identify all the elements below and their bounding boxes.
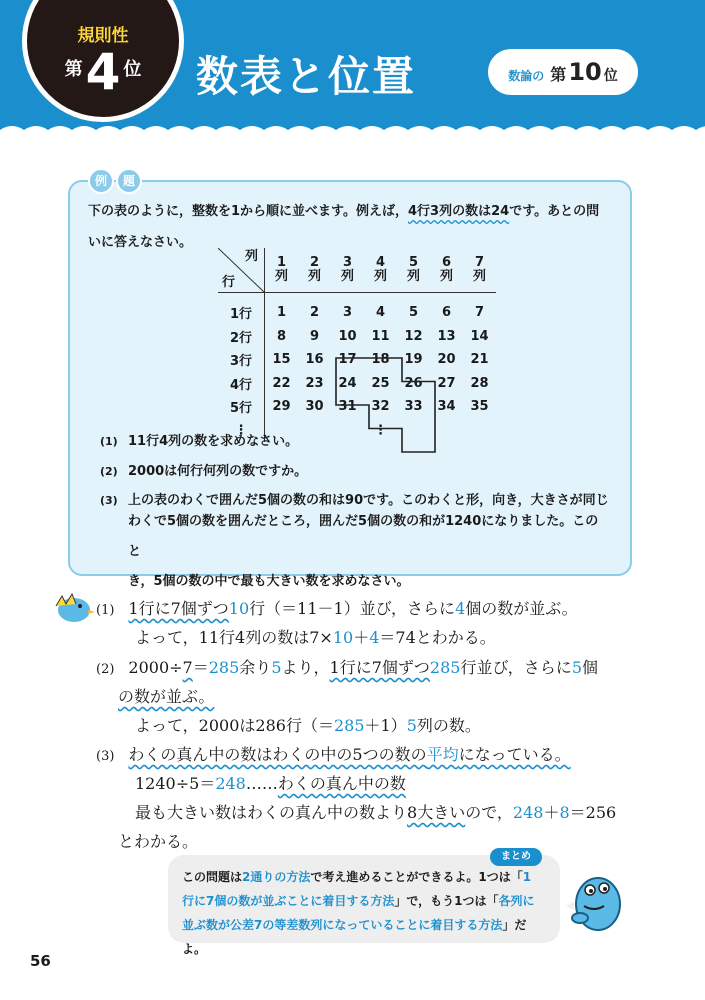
answer-text: になっている。 — [458, 745, 571, 764]
answer-value: 285 — [429, 658, 461, 677]
table-cell: 5 — [408, 305, 419, 321]
answer-text: 個の数が並ぶ。 — [465, 599, 578, 618]
table-cell: 11 — [371, 328, 390, 344]
col-header: 6 列 — [430, 248, 463, 293]
answer-text: とわかる。 — [118, 832, 199, 851]
answer-text: ＝ — [192, 658, 209, 677]
table-cell: 15 — [272, 352, 291, 368]
row-label: 3行 — [218, 348, 265, 372]
example-box — [68, 174, 632, 589]
answer-text: より， — [281, 658, 330, 677]
rank-label — [27, 43, 179, 101]
answer-number: (3) — [96, 749, 115, 764]
answer-text: の数が並ぶ。 — [118, 687, 215, 706]
answer-text: よって，2000は286行（＝ — [135, 716, 334, 735]
table-cell-ellipsis: ⋮ — [374, 422, 387, 438]
table-cell: 4 — [375, 305, 386, 321]
answer-3-line-2 — [135, 771, 406, 794]
pill-number: 10 — [568, 58, 602, 86]
answer-3-line-1 — [96, 742, 571, 765]
table-cell: 32 — [371, 399, 390, 415]
page-number: 56 — [30, 952, 51, 970]
bird-mascot-icon — [48, 586, 96, 626]
col-header: 1 列 — [265, 248, 299, 293]
summary-text: 」だよ。 — [182, 918, 527, 956]
answer-1-line-1 — [96, 596, 578, 619]
table-row — [218, 325, 496, 349]
answer-value: 7 — [309, 628, 320, 647]
table-cell: 31 — [338, 399, 357, 415]
row-label: 5行 — [218, 395, 265, 419]
table-cell: 7 — [474, 305, 485, 321]
answer-number: (1) — [96, 603, 115, 618]
answer-text: 8大きい — [407, 803, 466, 822]
example-tag-char: 題 — [116, 168, 142, 194]
answer-2-line-1 — [96, 655, 598, 678]
answer-value: 5 — [271, 658, 282, 677]
question-3 — [100, 489, 609, 508]
question-number: (2) — [100, 465, 118, 478]
answer-value: 5 — [406, 716, 417, 735]
table-cell: 3 — [342, 305, 353, 321]
rank-number: 4 — [85, 43, 121, 101]
table-cell: 9 — [309, 328, 320, 344]
col-header: 5 列 — [397, 248, 430, 293]
summary-emphasis: 行に7個の数が並ぶことに着目する方法 — [182, 894, 395, 908]
question-2 — [100, 460, 307, 479]
header-wave — [0, 122, 705, 136]
domain-rank-pill — [488, 49, 638, 95]
answer-value: 8 — [559, 803, 570, 822]
answer-text: 1行に7個ずつ — [128, 599, 229, 618]
answer-text: 個 — [582, 658, 599, 677]
row-label-ellipsis: ⋮ — [218, 419, 265, 443]
answer-value: 248 — [512, 803, 544, 822]
creature-mascot-icon — [560, 866, 624, 936]
answer-text: わくの真ん中の数はわくの中の5つの数の — [128, 745, 427, 764]
table-cell: 16 — [305, 352, 324, 368]
table-cell: 28 — [470, 375, 489, 391]
answer-text: ＝256 — [569, 803, 617, 822]
question-number: (1) — [100, 435, 118, 448]
answer-value: 4 — [369, 628, 380, 647]
table-cell: 18 — [371, 352, 390, 368]
table-cell: 33 — [404, 399, 423, 415]
answer-number: (2) — [96, 662, 115, 677]
answer-value: 7 — [182, 658, 193, 677]
answer-2-line-3 — [135, 713, 481, 736]
rank-prefix: 第 — [64, 59, 83, 80]
answer-value: 4 — [455, 599, 466, 618]
answer-text: 余り — [239, 658, 272, 677]
question-3-cont — [128, 507, 608, 597]
answer-3-line-3 — [135, 800, 616, 823]
table-cell: 2 — [309, 305, 320, 321]
table-cell: 34 — [437, 399, 456, 415]
answer-text: ので， — [465, 803, 513, 822]
table-cell: 27 — [437, 375, 456, 391]
corner-row-label: 行 — [222, 275, 236, 290]
intro-text: 下の表のように，整数を1から順に並べます。例えば， — [88, 204, 409, 219]
table-cell: 17 — [338, 352, 357, 368]
table-cell: 1 — [276, 305, 287, 321]
summary-emphasis: 2通りの方法 — [242, 870, 311, 884]
answer-text: 1行に7個ずつ — [329, 658, 430, 677]
row-label: 4行 — [218, 372, 265, 396]
answer-value: 285 — [208, 658, 240, 677]
answer-text: …… — [245, 774, 278, 793]
table-cell: 29 — [272, 399, 291, 415]
example-tag — [88, 168, 142, 194]
summary-text: 」で，もう1つは「 — [394, 894, 499, 908]
answer-text: ＋ — [353, 628, 370, 647]
table-cell: 35 — [470, 399, 489, 415]
summary-emphasis: 並ぶ数が公差7の等差数列になっていることに着目する方法 — [182, 918, 503, 932]
answer-value: 平均 — [426, 745, 459, 764]
rank-badge — [22, 0, 184, 122]
intro-text: です。あとの問 — [509, 204, 600, 219]
table-cell: 25 — [371, 375, 390, 391]
table-cell: 23 — [305, 375, 324, 391]
pill-prefix: 第 — [550, 65, 567, 84]
intro-emphasis: 4行3列の数は24 — [408, 204, 510, 219]
pill-domain: 数論の — [508, 69, 545, 83]
answer-3-line-4 — [118, 829, 198, 852]
table-cell: 19 — [404, 352, 423, 368]
rank-category: 規則性 — [77, 26, 129, 46]
answer-text: 列の数。 — [416, 716, 481, 735]
table-row — [218, 372, 496, 396]
col-header: 3 列 — [331, 248, 364, 293]
question-text: 2000は何行何列の数ですか。 — [128, 464, 308, 479]
answer-text: 行並び，さらに — [460, 658, 572, 677]
answer-text: 最も大きい数はわくの真ん中の数より — [135, 803, 408, 822]
row-label: 1行 — [218, 301, 265, 325]
page-header — [0, 0, 705, 135]
page-title: 数表と位置 — [196, 52, 417, 101]
example-tag-char: 例 — [88, 168, 114, 194]
col-header: 4 列 — [364, 248, 397, 293]
table-cell: 10 — [338, 328, 357, 344]
question-1 — [100, 430, 298, 449]
table-header-row — [218, 248, 496, 293]
question-number: (3) — [100, 494, 118, 507]
answer-text: ＋ — [543, 803, 560, 822]
table-cell: 22 — [272, 375, 291, 391]
answer-text: 行（＝11－1）並び，さらに — [249, 599, 456, 618]
answer-text: 1240÷5＝ — [135, 774, 216, 793]
table-corner — [218, 248, 265, 293]
table-row — [218, 301, 496, 325]
number-table — [218, 248, 496, 442]
answer-value: 10 — [332, 628, 354, 647]
table-cell: 13 — [437, 328, 456, 344]
answer-value: 248 — [215, 774, 246, 793]
summary-text: この問題は — [182, 870, 243, 884]
table-cell: 12 — [404, 328, 423, 344]
intro-text: いに答えなさい。 — [88, 235, 193, 250]
rank-suffix: 位 — [123, 59, 142, 80]
answer-value: 10 — [228, 599, 250, 618]
table-cell: 26 — [404, 375, 423, 391]
pill-suffix: 位 — [603, 68, 618, 84]
table-row — [218, 348, 496, 372]
answer-text: ＝74とわかる。 — [379, 628, 496, 647]
answer-text: ＋1） — [364, 716, 407, 735]
col-header: 7 列 — [463, 248, 496, 293]
corner-col-label: 列 — [244, 249, 258, 264]
summary-emphasis: 各列に — [498, 894, 535, 908]
summary-tag: まとめ — [490, 848, 542, 866]
table-cell: 21 — [470, 352, 489, 368]
answer-text: 2000÷ — [128, 658, 183, 677]
table-cell: 24 — [338, 375, 357, 391]
summary-emphasis: 1 — [522, 870, 532, 884]
question-text: 11行4列の数を求めなさい。 — [128, 434, 299, 449]
table-cell: 14 — [470, 328, 489, 344]
answer-1-line-2 — [135, 625, 496, 648]
answer-2-line-2 — [118, 684, 214, 707]
answer-text: わくの真ん中の数 — [277, 774, 406, 793]
summary-box — [168, 855, 560, 956]
question-text: き，5個の数の中で最も大きい数を求めなさい。 — [128, 574, 410, 589]
answer-value: 5 — [571, 658, 582, 677]
table-cell: 8 — [276, 328, 287, 344]
summary-text: で考え進めることができるよ。1つは「 — [310, 870, 523, 884]
question-text: わくで5個の数を囲んだところ，囲んだ5個の数の和が1240になりました。このと — [128, 514, 599, 559]
table-cell: 30 — [305, 399, 324, 415]
table-row — [218, 395, 496, 419]
answer-value: 285 — [333, 716, 365, 735]
answer-text: よって，11行4列の数は — [135, 628, 310, 647]
table-cell: 20 — [437, 352, 456, 368]
col-header: 2 列 — [298, 248, 331, 293]
question-text: 上の表のわくで囲んだ5個の数の和は90です。このわくと形，向き，大きさが同じ — [128, 493, 609, 508]
answer-text: × — [319, 628, 333, 647]
row-label: 2行 — [218, 325, 265, 349]
table-cell: 6 — [441, 305, 452, 321]
